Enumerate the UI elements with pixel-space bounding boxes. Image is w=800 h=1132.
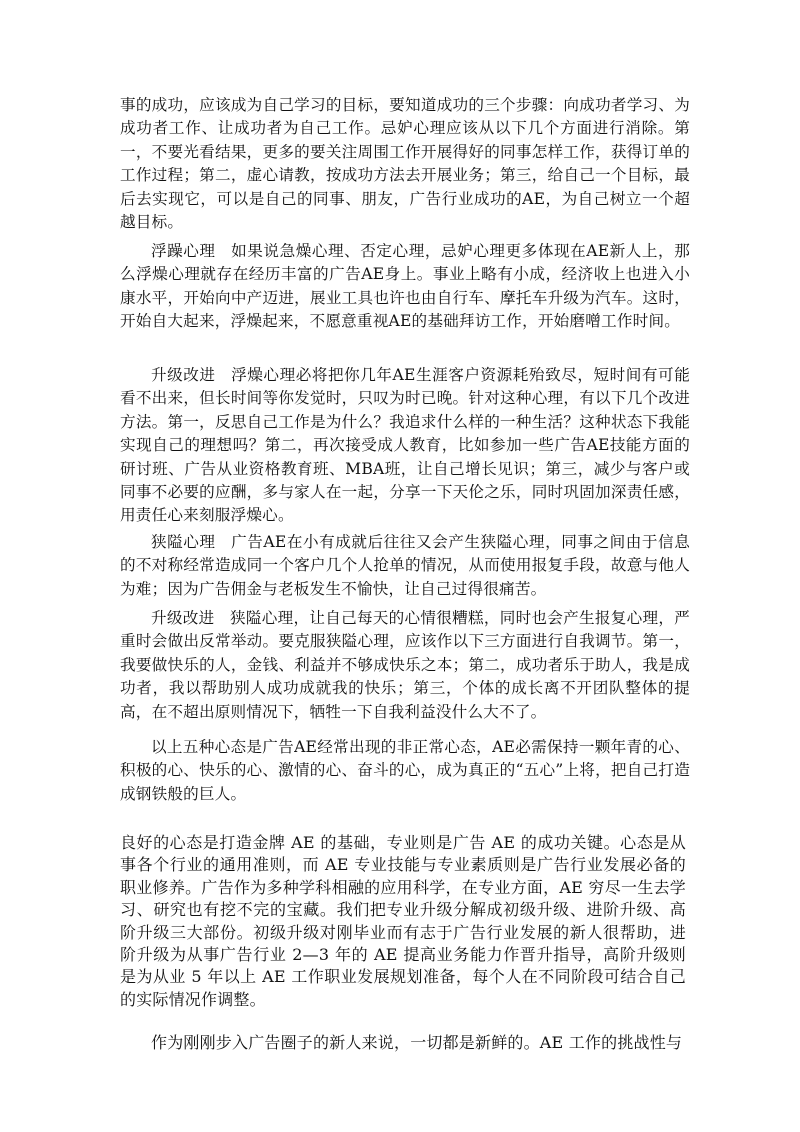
paragraph-text: 浮燥心理必将把你几年AE生涯客户资源耗殆致尽，短时间有可能看不出来，但长时间等你发觉时，只叹为时已晚。针对这种心理，有以下几个改进方法。第一，反思自己工作是为什么？我追求什么样的一种生活？这种状态下我能实现自己的理想吗？第二，再次接受成人教育，比如参加一些广告AE技能方面的研讨班、广告从业资格教育班、MBA班，让自己增长见识；第三，减少与客户或同事不必要的应酬，多与家人在一起，分享一下天伦之乐，同时巩固加深责任感，用责任心来刻服浮燥心。 <box>120 366 690 525</box>
paragraph-upgrade-narrow <box>120 607 690 724</box>
paragraph-narrow-mentality <box>120 531 690 601</box>
section-heading-narrow: 狭隘心理 <box>151 533 216 551</box>
paragraph-text: 广告AE在小有成就后往往又会产生狭隘心理，同事之间由于信息的不对称经常造成同一个客户几个人抢单的情况，从而使用报复手段，故意与他人为难；因为广告佣金与老板发生不愉快，让自己过得很痛苦。 <box>120 533 690 598</box>
section-heading-upgrade: 升级改进 <box>151 609 215 627</box>
paragraph-text: 狭隘心理，让自己每天的心情很糟糕，同时也会产生报复心理，严重时会做出反常举动。要克服狭隘心理，应该作以下三方面进行自我调节。第一，我要做快乐的人，金钱、利益并不够成快乐之本；第二，成功者乐于助人，我是成功者，我以帮助别人成功成就我的快乐；第三，个体的成长离不开团队整体的提高，在不超出原则情况下，牺牲一下自我利益没什么大不了。 <box>120 609 690 721</box>
paragraph-five-minds-summary: 以上五种心态是广告AE经常出现的非正常心态，AE必需保持一颗年青的心、积极的心、快乐的心、激情的心、奋斗的心，成为真正的“五心”上将，把自己打造成钢铁般的巨人。 <box>120 738 690 803</box>
paragraph-restless-mentality <box>120 240 690 334</box>
paragraph-newcomer-intro: 作为刚刚步入广告圈子的新人来说，一切都是新鲜的。AE 工作的挑战性与 <box>151 1033 683 1052</box>
paragraph-text: 如果说急燥心理、否定心理，忌妒心理更多体现在AE新人上，那么浮燥心理就存在经历丰富的广告AE身上。事业上略有小成，经济收上也进入小康水平，开始向中产迈进，展业工具也许也由自行车、摩托车升级为汽车。这时，开始自大起来，浮燥起来，不愿意重视AE的基础拜访工作，开始磨噌工作时间。 <box>120 242 690 331</box>
paragraph-upgrade-restless <box>120 364 690 528</box>
paragraph-professional-upgrade: 良好的心态是打造金牌 AE 的基础，专业则是广告 AE 的成功关键。心态是从事各个行业的通用准则，而 AE 专业技能与专业素质则是广告行业发展必备的职业修养。广告作为多种学科相融的应用科学，在专业方面，AE 穷尽一生去学习、研究也有挖不完的宝藏。我们把专业升级分解成初级升级、进阶升级、高阶升级三大部份。初级升级对刚毕业而有志于广告行业发展的新人很帮助，进阶升级为从事广告行业 2—3 年的 AE 提高业务能力作晋升指导，高阶升级则是为从业 5 年以上 AE 工作职业发展规划准备，每个人在不同阶段可结合自己的实际情况作调整。 <box>120 833 686 1009</box>
section-heading-upgrade: 升级改进 <box>151 366 216 384</box>
section-heading-restless: 浮躁心理 <box>151 242 216 260</box>
paragraph-envy-remedy: 事的成功，应该成为自己学习的目标，要知道成功的三个步骤：向成功者学习、为成功者工作、让成功者为自己工作。忌妒心理应该从以下几个方面进行消除。第一，不要光看结果，更多的要关注周围工作开展得好的同事怎样工作，获得订单的工作过程；第二，虚心请教，按成功方法去开展业务；第三，给自己一个目标，最后去实现它，可以是自己的同事、朋友，广告行业成功的AE，为自己树立一个超越目标。 <box>120 96 690 232</box>
